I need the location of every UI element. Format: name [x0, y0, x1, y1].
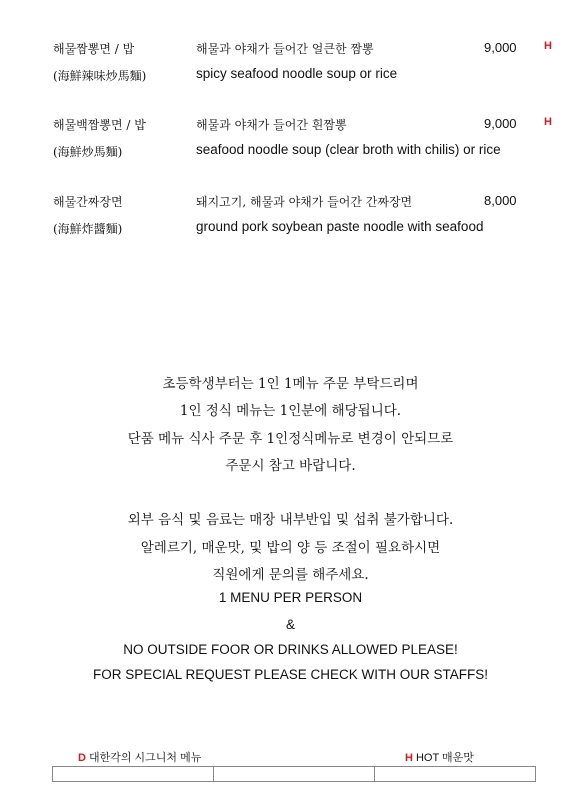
- menu-item-price: 9,000: [484, 116, 517, 131]
- notice-line: 직원에게 문의를 해주세요.: [212, 567, 369, 583]
- notice-ampersand: &: [285, 617, 295, 632]
- notice-line: 1인 정식 메뉴는 1인분에 해당됩니다.: [179, 403, 402, 419]
- hot-mark-icon: H: [544, 116, 552, 128]
- legend-signature: [78, 749, 201, 765]
- footer-cell: [214, 767, 375, 781]
- notice-line-en: 1 MENU PER PERSON: [218, 590, 363, 605]
- footer-table: [52, 766, 536, 782]
- menu-item: [0, 116, 581, 176]
- notice-line: 외부 음식 및 음료는 매장 내부반입 및 섭취 불가합니다.: [127, 512, 454, 528]
- notice-line: 단품 메뉴 식사 주문 후 1인정식메뉴로 변경이 안되므로: [127, 431, 454, 447]
- notice-line-en: FOR SPECIAL REQUEST PLEASE CHECK WITH OUR STAFFS!: [92, 667, 489, 682]
- menu-item-price: 9,000: [484, 40, 517, 55]
- menu-item-name-cn: (海鮮炸醬麵): [53, 222, 123, 236]
- menu-item-desc-en: seafood noodle soup (clear broth with chilis) or rice: [196, 142, 501, 157]
- menu-item-name-cn: (海鮮炒馬麵): [53, 145, 123, 159]
- legend-hot: [405, 749, 474, 765]
- menu-item-name-cn: (海鮮辣味炒馬麵): [53, 69, 147, 83]
- menu-item-price: 8,000: [484, 193, 517, 208]
- menu-item-desc-kr: 해물과 야채가 들어간 흰짬뽕: [196, 118, 347, 132]
- notice-line: 알레르기, 매운맛, 및 밥의 양 등 조절이 필요하시면: [140, 540, 441, 556]
- menu-item-desc-en: spicy seafood noodle soup or rice: [196, 66, 398, 81]
- menu-item-desc-kr: 돼지고기, 해물과 야채가 들어간 간짜장면: [196, 195, 413, 209]
- menu-item-name-kr: 해물백짬뽕면 / 밥: [53, 118, 146, 132]
- legend-hot-label: HOT 매운맛: [415, 752, 474, 764]
- legend-signature-label: 대한각의 시그니처 메뉴: [88, 752, 202, 764]
- notice-line: 주문시 참고 바랍니다.: [225, 458, 356, 474]
- menu-item-name-kr: 해물간짜장면: [53, 195, 123, 209]
- menu-item-desc-kr: 해물과 야채가 들어간 얼큰한 짬뽕: [196, 42, 374, 56]
- notice-line: 초등학생부터는 1인 1메뉴 주문 부탁드리며: [162, 376, 419, 392]
- menu-item: [0, 193, 581, 253]
- signature-mark-icon: D: [78, 752, 86, 764]
- footer-cell: [375, 767, 535, 781]
- menu-item-desc-en: ground pork soybean paste noodle with seafood: [196, 219, 484, 234]
- hot-mark-icon: H: [405, 752, 413, 764]
- menu-item-name-kr: 해물짬뽕면 / 밥: [53, 42, 135, 56]
- hot-mark-icon: H: [544, 40, 552, 52]
- notice-line-en: NO OUTSIDE FOOR OR DRINKS ALLOWED PLEASE!: [123, 642, 458, 657]
- footer-cell: [53, 767, 214, 781]
- menu-item: [0, 40, 581, 100]
